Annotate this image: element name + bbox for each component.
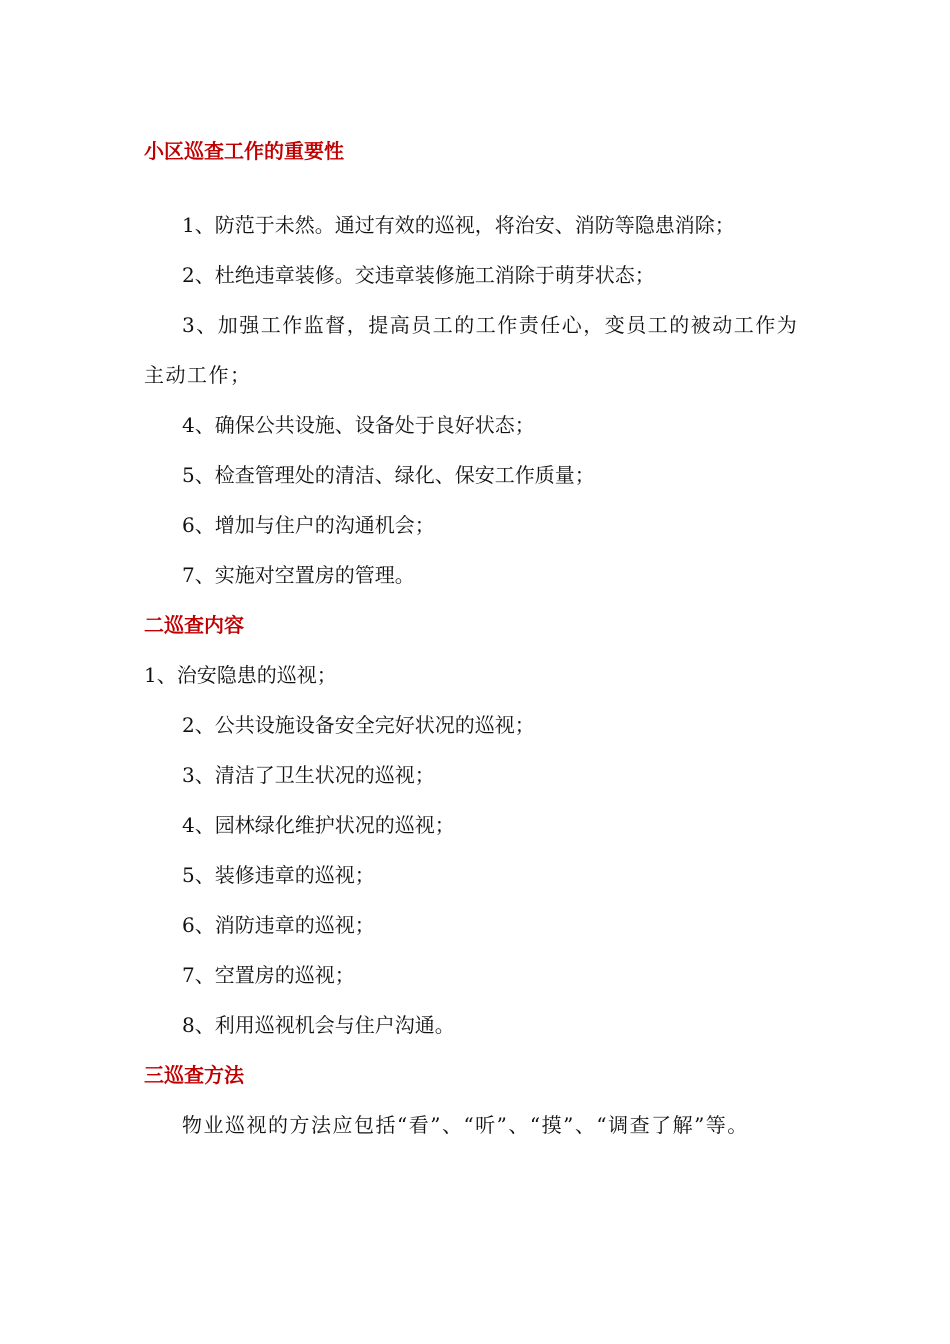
content-item-5: 5、装修违章的巡视； <box>182 863 375 887</box>
content-item-8: 8、利用巡视机会与住户沟通。 <box>182 1013 455 1037</box>
importance-item-1: 1、防范于未然。通过有效的巡视，将治安、消防等隐患消除； <box>182 213 735 237</box>
method-paragraph: 物业巡视的方法应包括“看”、“听”、“摸”、“调查了解”等。 <box>182 1113 749 1137</box>
content-item-7: 7、空置房的巡视； <box>182 963 355 987</box>
section-heading-method: 三巡查方法 <box>144 1063 244 1087</box>
content-item-4: 4、园林绿化维护状况的巡视； <box>182 813 455 837</box>
content-item-6: 6、消防违章的巡视； <box>182 913 375 937</box>
importance-item-3: 3、加强工作监督，提高员工的工作责任心，变员工的被动工作为主动工作； <box>144 313 799 387</box>
importance-item-5: 5、检查管理处的清洁、绿化、保安工作质量； <box>182 463 595 487</box>
section-heading-content: 二巡查内容 <box>144 613 244 637</box>
content-item-3: 3、清洁了卫生状况的巡视； <box>182 763 435 787</box>
document-content <box>144 126 808 1150</box>
importance-item-4: 4、确保公共设施、设备处于良好状态； <box>182 413 535 437</box>
content-item-2: 2、公共设施设备安全完好状况的巡视； <box>182 713 535 737</box>
importance-item-6: 6、增加与住户的沟通机会； <box>182 513 435 537</box>
importance-item-7: 7、实施对空置房的管理。 <box>182 563 415 587</box>
content-item-1: 1、治安隐患的巡视； <box>144 663 337 687</box>
importance-item-2: 2、杜绝违章装修。交违章装修施工消除于萌芽状态； <box>182 263 655 287</box>
section-heading-importance: 小区巡查工作的重要性 <box>144 139 344 163</box>
